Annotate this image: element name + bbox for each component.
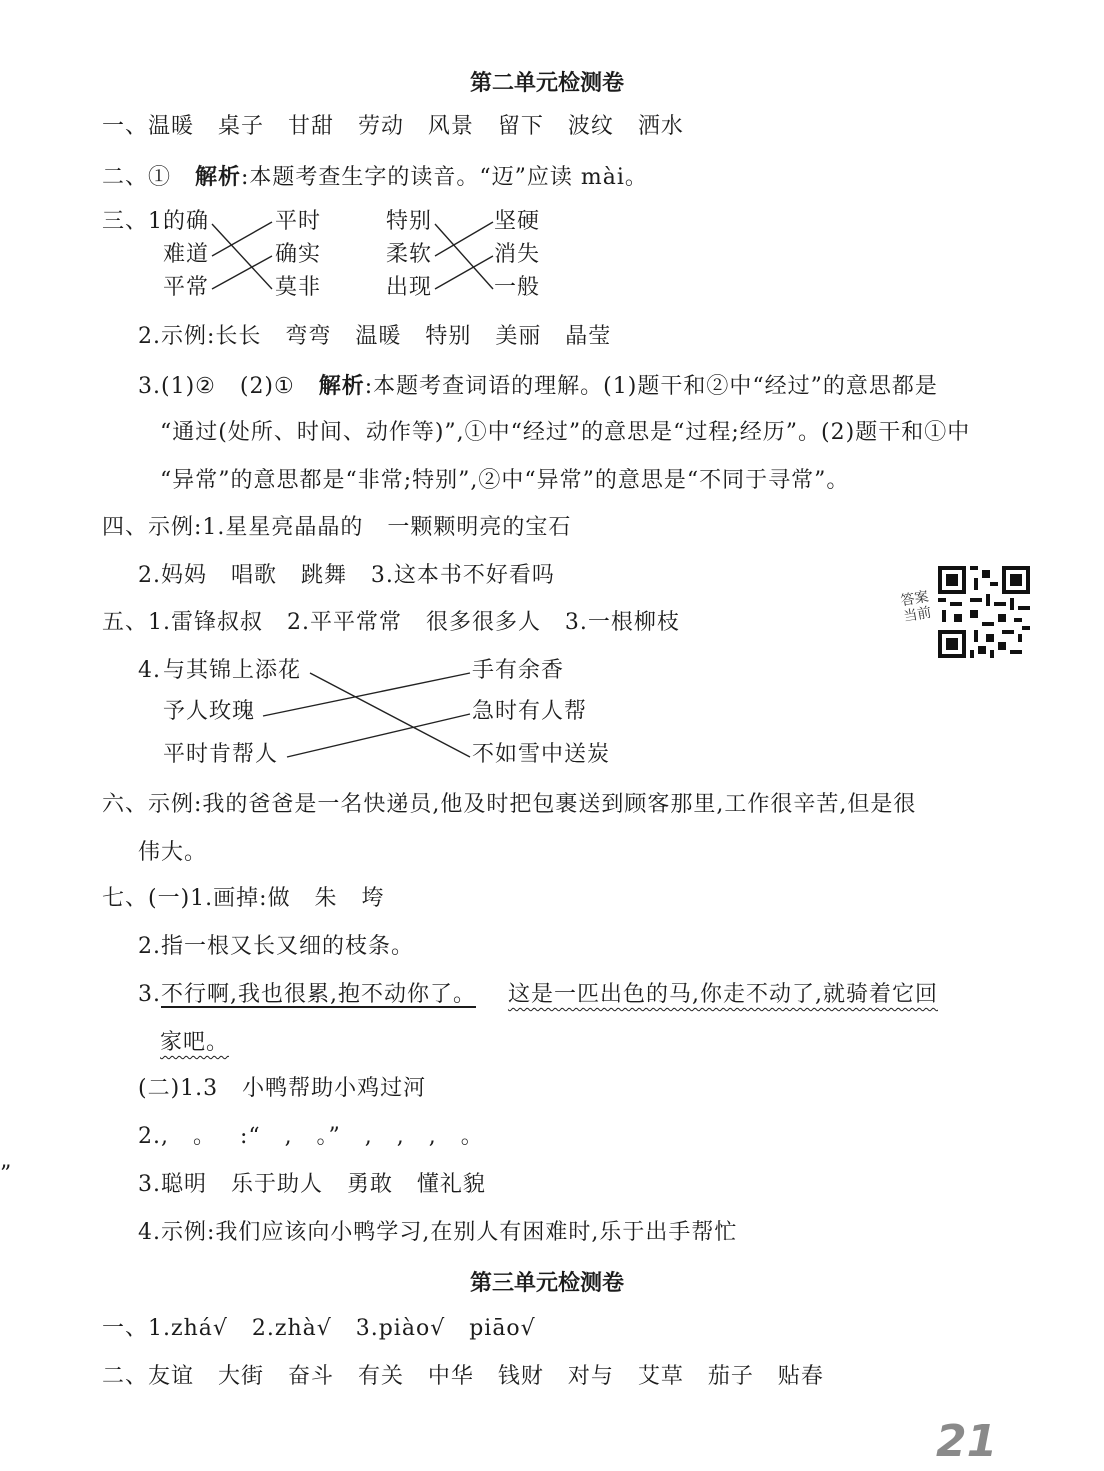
unit2-q7-line7: 3.聪明 乐于助人 勇敢 懂礼貌 (138, 1172, 486, 1197)
unit2-q7-line3: 3.不行啊,我也很累,抱不动你了。 这是一匹出色的马,你走不动了,就骑着它回 (138, 982, 938, 1007)
q3-line-5 (435, 222, 493, 256)
unit2-q7-line2: 2.指一根又长又细的枝条。 (138, 934, 414, 959)
unit2-q7-line1: 七、(一)1.画掉:做 朱 垮 (102, 886, 385, 911)
q5-right-1: 急时有人帮 (472, 699, 588, 724)
page-number: 21 (936, 1416, 998, 1467)
q5-line-1 (310, 673, 470, 757)
q3-right-b-2: 一般 (494, 275, 541, 300)
q3-left-b-1: 柔软 (386, 242, 433, 267)
unit2-q3-item3-line1: 3.(1)② (2)① 解析:本题考查词语的理解。(1)题干和②中“经过”的意思都是 (138, 373, 938, 399)
unit2-q7-line6: 2., 。 :“ , 。” , , , 。 (138, 1124, 484, 1149)
unit3-q1: 一、1.zhá√ 2.zhà√ 3.piào√ piāo√ (102, 1316, 536, 1341)
q3-right-b-0: 坚硬 (494, 209, 541, 234)
unit2-title: 第二单元检测卷 (470, 70, 625, 96)
unit2-q4-line1: 四、示例:1.星星亮晶晶的 一颗颗明亮的宝石 (102, 515, 572, 540)
unit2-q7-line4: 家吧。 (160, 1030, 230, 1055)
unit2-q3-item3-line2: “通过(处所、时间、动作等)”,①中“经过”的意思是“过程;经历”。(2)题干和①中 (160, 420, 971, 445)
q5-left-2: 平时肯帮人 (163, 742, 279, 767)
q3-line-6 (435, 256, 493, 289)
q5-line-2 (263, 673, 470, 716)
unit2-q3-item2: 2.示例:长长 弯弯 温暖 特别 美丽 晶莹 (138, 324, 612, 349)
q3-left-a-2: 平常 (163, 275, 210, 300)
straight-underlined-answer: 不行啊,我也很累,抱不动你了。 (161, 982, 476, 1007)
q3-left-a-1: 难道 (163, 242, 210, 267)
unit2-q7-line8: 4.示例:我们应该向小鸭学习,在别人有困难时,乐于出手帮忙 (138, 1220, 738, 1245)
qr-label: 答案当前 (899, 588, 933, 626)
unit3-title: 第三单元检测卷 (470, 1270, 625, 1296)
stray-quote-mark: ” (0, 1162, 13, 1187)
q3-left-b-0: 特别 (386, 209, 433, 234)
q3-line-1 (212, 224, 272, 289)
q3-right-a-2: 莫非 (275, 275, 322, 300)
q3-line-2 (212, 222, 272, 256)
unit2-q5-item4-prefix: 4. (138, 658, 161, 683)
analysis-label: 解析 (318, 373, 365, 399)
unit2-q7-line5: (二)1.3 小鸭帮助小鸡过河 (138, 1076, 427, 1101)
unit3-q2: 二、友谊 大街 奋斗 有关 中华 钱财 对与 艾草 茄子 贴春 (102, 1364, 824, 1389)
q3-right-a-0: 平时 (275, 209, 322, 234)
unit2-q2: 二、① 解析:本题考查生字的读音。“迈”应读 mài。 (102, 164, 648, 190)
q5-right-0: 手有余香 (472, 658, 565, 683)
unit2-q4-line2: 2.妈妈 唱歌 跳舞 3.这本书不好看吗 (138, 563, 555, 588)
unit2-q6-line2: 伟大。 (138, 840, 208, 865)
q3-line-3 (212, 256, 272, 289)
q5-left-1: 予人玫瑰 (163, 699, 256, 724)
unit2-q5-line1: 五、1.雷锋叔叔 2.平平常常 很多很多人 3.一根柳枝 (102, 610, 680, 635)
q3-line-4 (435, 224, 493, 289)
q5-left-0: 与其锦上添花 (163, 658, 302, 683)
unit2-q1: 一、温暖 桌子 甘甜 劳动 风景 留下 波纹 洒水 (102, 114, 684, 139)
unit2-q6-line1: 六、示例:我的爸爸是一名快递员,他及时把包裹送到顾客那里,工作很辛苦,但是很 (102, 792, 917, 817)
q5-line-3 (287, 714, 470, 757)
unit2-q3-item3-line3: “异常”的意思都是“非常;特别”,②中“异常”的意思是“不同于寻常”。 (160, 468, 850, 493)
q3-left-a-0: 的确 (163, 209, 210, 234)
wavy-underlined-answer: 这是一匹出色的马,你走不动了,就骑着它回 (507, 982, 938, 1007)
q5-right-2: 不如雪中送炭 (472, 742, 611, 767)
unit2-q3-prefix: 三、1. (102, 209, 171, 234)
analysis-label: 解析 (194, 164, 241, 190)
q3-right-b-1: 消失 (494, 242, 541, 267)
q3-right-a-1: 确实 (275, 242, 322, 267)
q3-left-b-2: 出现 (386, 275, 433, 300)
